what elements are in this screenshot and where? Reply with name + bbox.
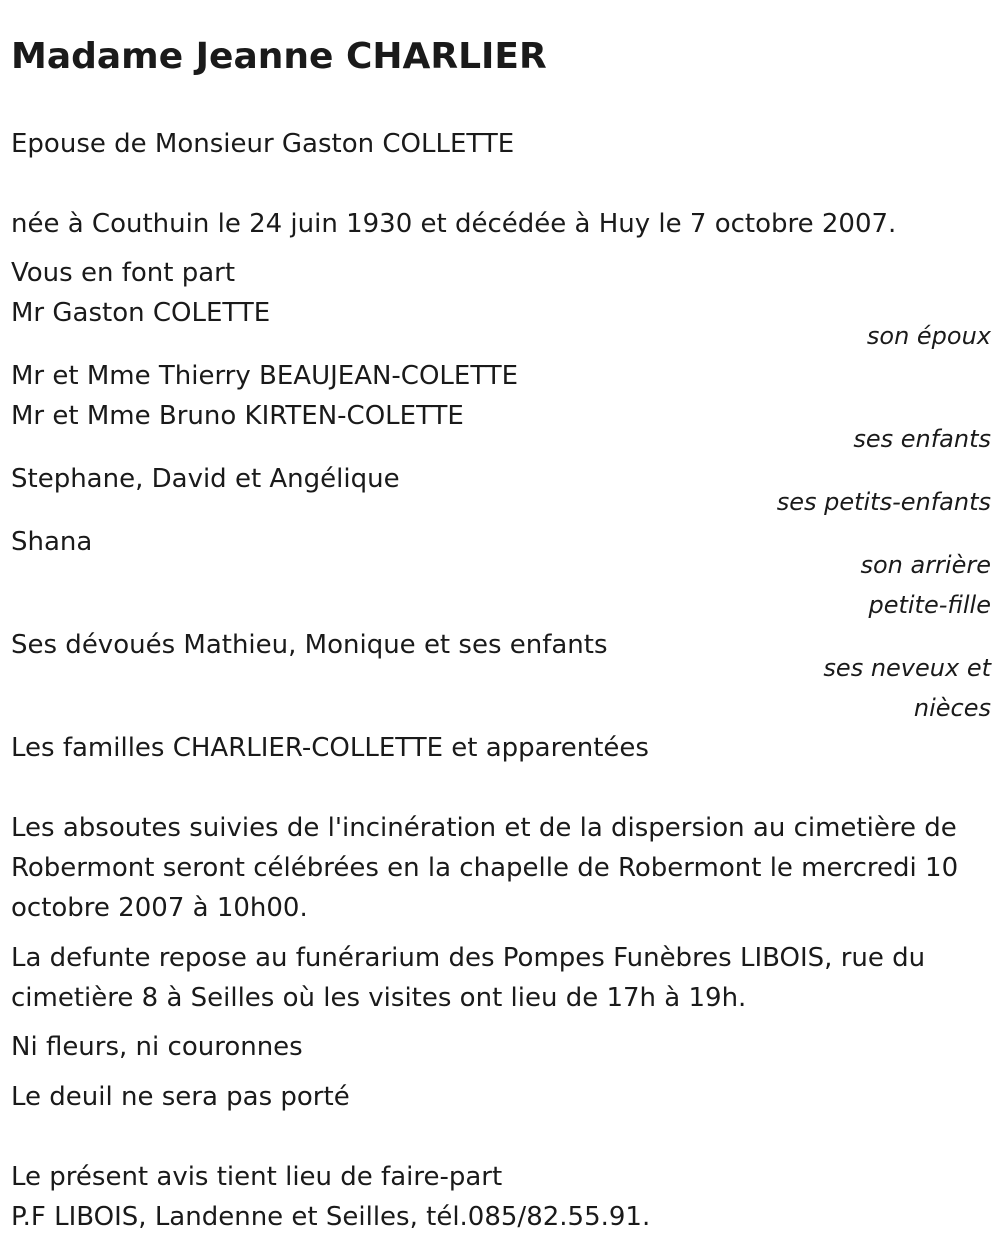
child-name-2: Mr et Mme Bruno KIRTEN-COLETTE — [11, 401, 464, 431]
husband-role: son époux — [866, 322, 991, 350]
great-grandchild-role-line-1: son arrière — [860, 551, 991, 579]
announce-line: Vous en font part — [11, 258, 236, 288]
ceremony-line-3: octobre 2007 à 10h00. — [11, 893, 308, 923]
child-name-1: Mr et Mme Thierry BEAUJEAN-COLETTE — [11, 361, 519, 391]
spouse-line: Epouse de Monsieur Gaston COLLETTE — [11, 129, 515, 159]
ceremony-line-2: Robermont seront célébrées en la chapelle de Robermont le mercredi 10 — [11, 853, 959, 883]
husband-name: Mr Gaston COLETTE — [11, 298, 271, 328]
birth-death-line: née à Couthuin le 24 juin 1930 et décédée à Huy le 7 octobre 2007. — [11, 209, 897, 239]
ceremony-line-1: Les absoutes suivies de l'incinération et de la dispersion au cimetière de — [11, 813, 957, 843]
great-grandchild-name: Shana — [11, 527, 93, 557]
mourning-line: Le deuil ne sera pas porté — [11, 1082, 350, 1112]
grandchildren-role: ses petits-enfants — [776, 488, 991, 516]
rest-line-2: cimetière 8 à Seilles où les visites ont lieu de 17h à 19h. — [11, 983, 747, 1013]
page-title: Madame Jeanne CHARLIER — [11, 36, 547, 77]
devoted-role-line-2: nièces — [913, 694, 991, 722]
funeral-home-line: P.F LIBOIS, Landenne et Seilles, tél.085/82.55.91. — [11, 1202, 651, 1232]
children-role: ses enfants — [853, 425, 991, 453]
grandchildren-names: Stephane, David et Angélique — [11, 464, 400, 494]
devoted-role-line-1: ses neveux et — [823, 654, 991, 682]
great-grandchild-role-line-2: petite-fille — [868, 591, 991, 619]
devoted-names: Ses dévoués Mathieu, Monique et ses enfants — [11, 630, 608, 660]
families-line: Les familles CHARLIER-COLLETTE et apparentées — [11, 733, 649, 763]
notice-line: Le présent avis tient lieu de faire-part — [11, 1162, 503, 1192]
rest-line-1: La defunte repose au funérarium des Pompes Funèbres LIBOIS, rue du — [11, 943, 926, 973]
no-flowers-line: Ni fleurs, ni couronnes — [11, 1032, 303, 1062]
